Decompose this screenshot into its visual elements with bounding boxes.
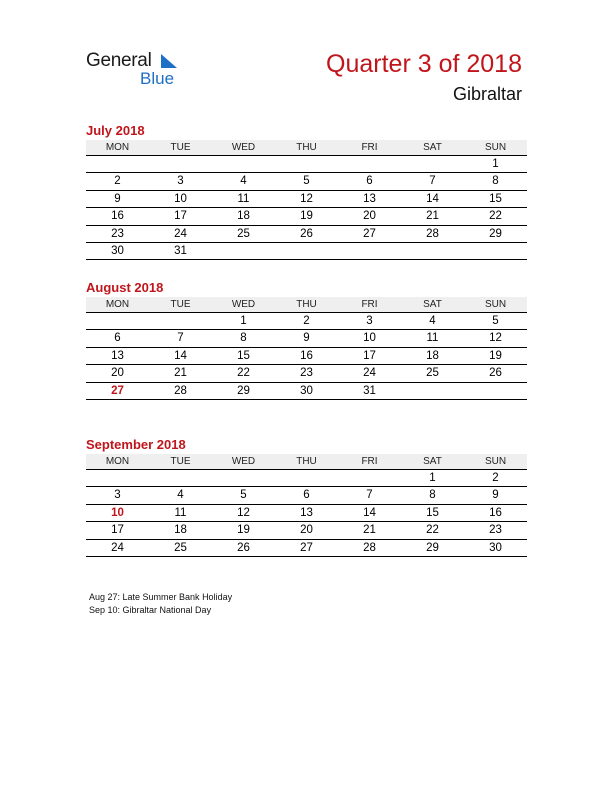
day-cell: 25 [426, 367, 439, 380]
empty-day-cell [338, 470, 401, 486]
weekday-label: FRI [361, 299, 378, 310]
day-cell: 12 [237, 506, 250, 519]
day-cell: 2 [492, 472, 499, 484]
day-cell: 13 [363, 192, 376, 205]
day-cell: 17 [363, 349, 376, 362]
day-cell: 23 [489, 524, 502, 537]
day-cell: 23 [111, 227, 124, 240]
month-september [86, 436, 527, 557]
day-cell: 15 [237, 349, 250, 362]
day-cell: 30 [111, 244, 124, 257]
empty-day-cell [212, 243, 275, 259]
empty-day-cell [149, 470, 212, 486]
day-cell: 19 [300, 210, 313, 223]
day-cell: 1 [240, 315, 247, 327]
weekday-label: MON [105, 299, 130, 310]
day-cell: 28 [426, 227, 439, 240]
day-cell: 4 [177, 489, 184, 502]
day-cell: 1 [492, 158, 499, 170]
day-cell: 18 [174, 524, 187, 537]
week-row [86, 487, 527, 504]
day-cell: 30 [489, 541, 502, 554]
day-cell: 3 [177, 175, 184, 188]
day-cell: 17 [174, 210, 187, 223]
day-cell: 2 [114, 175, 121, 188]
week-row [86, 226, 527, 243]
day-cell: 21 [363, 524, 376, 537]
day-cell: 11 [174, 506, 187, 519]
day-cell: 5 [303, 175, 310, 188]
day-cell: 29 [237, 384, 250, 397]
weekday-label: SAT [423, 142, 442, 153]
day-cell: 24 [111, 541, 124, 554]
day-cell: 13 [111, 349, 124, 362]
day-cell: 10 [363, 332, 376, 345]
day-cell: 9 [492, 489, 499, 502]
day-cell: 12 [300, 192, 313, 205]
month-july [86, 122, 527, 260]
day-cell: 22 [237, 367, 250, 380]
weekday-label: THU [296, 456, 317, 467]
week-row [86, 243, 527, 260]
day-cell: 7 [177, 332, 184, 345]
weekday-label: TUE [170, 299, 191, 310]
day-cell: 26 [237, 541, 250, 554]
day-cell: 21 [174, 367, 187, 380]
empty-day-cell [212, 470, 275, 486]
day-cell: 28 [174, 384, 187, 397]
day-cell: 23 [300, 367, 313, 380]
day-cell: 16 [111, 210, 124, 223]
day-cell: 15 [426, 506, 439, 519]
empty-day-cell [401, 243, 464, 259]
day-cell: 27 [300, 541, 313, 554]
week-row [86, 383, 527, 400]
empty-day-cell [275, 243, 338, 259]
holiday-note: Aug 27: Late Summer Bank Holiday [89, 592, 233, 602]
day-cell: 3 [114, 489, 121, 502]
empty-day-cell [464, 243, 527, 259]
day-cell: 25 [237, 227, 250, 240]
empty-day-cell [86, 156, 149, 172]
calendar-grid [86, 454, 527, 557]
month-august [86, 279, 527, 400]
weekday-header-row [86, 454, 527, 470]
day-cell: 21 [426, 210, 439, 223]
day-cell: 31 [174, 244, 187, 257]
day-cell: 6 [303, 489, 310, 502]
day-cell: 31 [363, 384, 376, 397]
week-row [86, 173, 527, 190]
week-row [86, 191, 527, 208]
empty-day-cell [149, 156, 212, 172]
day-cell: 16 [300, 349, 313, 362]
day-cell: 19 [489, 349, 502, 362]
day-cell: 18 [237, 210, 250, 223]
weekday-label: TUE [170, 456, 191, 467]
month-name: September 2018 [86, 437, 186, 452]
day-cell: 4 [240, 175, 247, 188]
week-row [86, 470, 527, 487]
weekday-label: SAT [423, 456, 442, 467]
weekday-label: FRI [361, 142, 378, 153]
weekday-label: WED [231, 142, 256, 153]
day-cell: 7 [429, 175, 436, 188]
day-cell: 6 [366, 175, 373, 188]
day-cell: 5 [240, 489, 247, 502]
day-cell: 24 [174, 227, 187, 240]
weekday-label: WED [231, 456, 256, 467]
country-name: Gibraltar [452, 84, 522, 104]
holiday-note: Sep 10: Gibraltar National Day [89, 605, 212, 615]
day-cell: 26 [300, 227, 313, 240]
weekday-label: SUN [484, 456, 507, 467]
empty-day-cell [86, 470, 149, 486]
week-row [86, 156, 527, 173]
month-name: August 2018 [86, 280, 164, 295]
day-cell: 14 [174, 349, 187, 362]
day-cell: 8 [492, 175, 499, 188]
logo [86, 50, 186, 90]
day-cell: 27 [363, 227, 376, 240]
weekday-label: SUN [484, 142, 507, 153]
day-cell: 8 [240, 332, 247, 345]
week-row [86, 348, 527, 365]
holiday-day-cell: 10 [111, 506, 124, 519]
day-cell: 18 [426, 349, 439, 362]
day-cell: 5 [492, 315, 499, 327]
day-cell: 28 [363, 541, 376, 554]
day-cell: 4 [429, 315, 436, 327]
weekday-label: THU [296, 142, 317, 153]
weekday-label: TUE [170, 142, 191, 153]
week-row [86, 208, 527, 225]
weekday-header-row [86, 140, 527, 156]
day-cell: 8 [429, 489, 436, 502]
empty-day-cell [338, 243, 401, 259]
page-title: Quarter 3 of 2018 [326, 50, 522, 78]
day-cell: 13 [300, 506, 313, 519]
weekday-header-row [86, 297, 527, 313]
week-row [86, 540, 527, 557]
calendar-grid [86, 297, 527, 400]
empty-day-cell [401, 156, 464, 172]
weekday-label: WED [231, 299, 256, 310]
calendar-grid [86, 140, 527, 260]
empty-day-cell [338, 156, 401, 172]
empty-day-cell [212, 156, 275, 172]
day-cell: 25 [174, 541, 187, 554]
day-cell: 16 [489, 506, 502, 519]
week-row [86, 365, 527, 382]
day-cell: 7 [366, 489, 373, 502]
empty-day-cell [275, 156, 338, 172]
day-cell: 19 [237, 524, 250, 537]
week-row [86, 522, 527, 539]
logo-flag-icon [161, 54, 177, 70]
week-row [86, 313, 527, 330]
day-cell: 1 [429, 472, 436, 484]
day-cell: 10 [174, 192, 187, 205]
holiday-notes [89, 591, 232, 617]
weekday-label: SAT [423, 299, 442, 310]
day-cell: 12 [489, 332, 502, 345]
empty-day-cell [149, 313, 212, 329]
day-cell: 2 [303, 315, 310, 327]
day-cell: 29 [489, 227, 502, 240]
day-cell: 24 [363, 367, 376, 380]
day-cell: 9 [114, 192, 121, 205]
empty-day-cell [86, 313, 149, 329]
logo-word-blue: Blue [140, 69, 175, 88]
day-cell: 20 [111, 367, 124, 380]
holiday-day-cell: 27 [111, 384, 124, 397]
weekday-label: MON [105, 456, 130, 467]
empty-day-cell [401, 383, 464, 399]
weekday-label: FRI [361, 456, 378, 467]
empty-day-cell [464, 383, 527, 399]
day-cell: 20 [363, 210, 376, 223]
weekday-label: THU [296, 299, 317, 310]
day-cell: 29 [426, 541, 439, 554]
day-cell: 22 [426, 524, 439, 537]
month-name: July 2018 [86, 123, 145, 138]
day-cell: 15 [489, 192, 502, 205]
weekday-label: MON [105, 142, 130, 153]
day-cell: 30 [300, 384, 313, 397]
week-row [86, 505, 527, 522]
weekday-label: SUN [484, 299, 507, 310]
day-cell: 17 [111, 524, 124, 537]
day-cell: 20 [300, 524, 313, 537]
week-row [86, 330, 527, 347]
day-cell: 14 [363, 506, 376, 519]
day-cell: 14 [426, 192, 439, 205]
day-cell: 11 [426, 332, 439, 345]
logo-word-general: General [86, 50, 152, 71]
day-cell: 9 [303, 332, 310, 345]
day-cell: 26 [489, 367, 502, 380]
day-cell: 22 [489, 210, 502, 223]
empty-day-cell [275, 470, 338, 486]
day-cell: 3 [366, 315, 373, 327]
day-cell: 11 [237, 192, 250, 205]
day-cell: 6 [114, 332, 121, 345]
